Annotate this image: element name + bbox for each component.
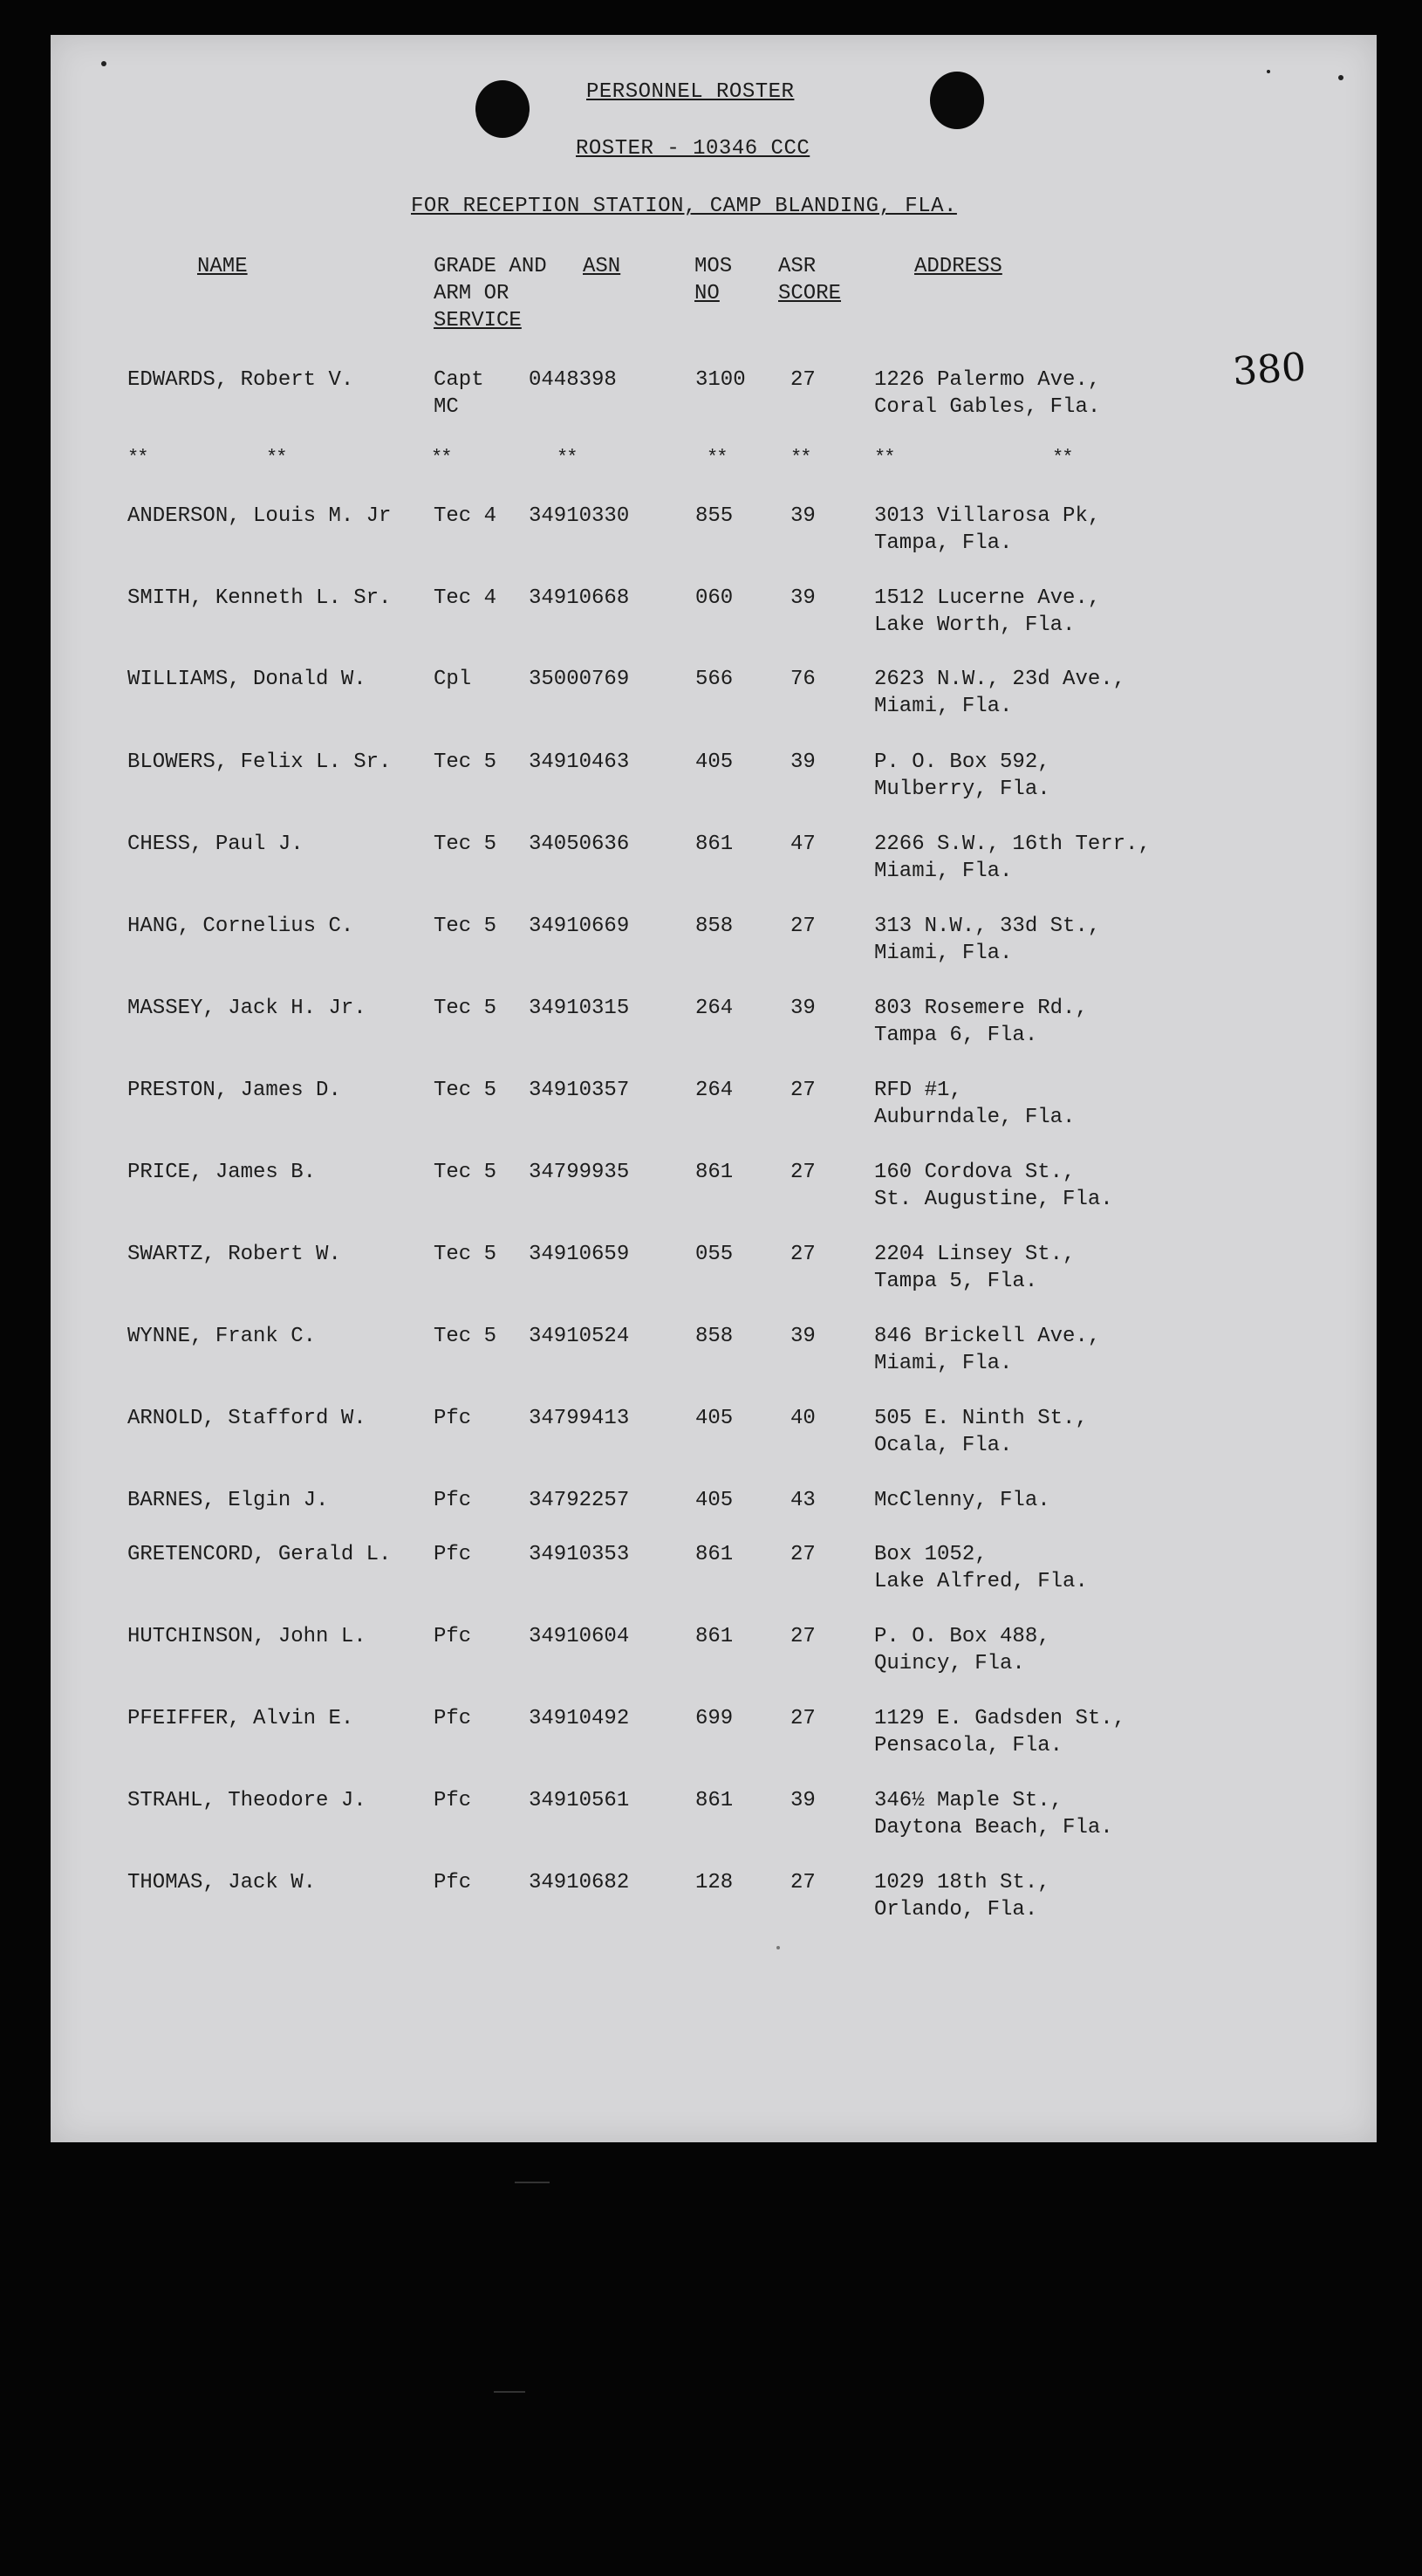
cell-asn: 34910330 (529, 504, 630, 528)
cell-mos: 405 (695, 1407, 734, 1430)
cell-grade: Tec 5 (434, 1243, 497, 1266)
cell-address-line2: Lake Worth, Fla. (874, 613, 1076, 637)
cell-name: HANG, Cornelius C. (127, 915, 354, 938)
cell-grade: Pfc (434, 1543, 472, 1566)
cell-grade: Tec 5 (434, 997, 497, 1020)
cell-name: SWARTZ, Robert W. (127, 1243, 341, 1266)
cell-name: HUTCHINSON, John L. (127, 1625, 366, 1648)
cell-address-line2: Mulberry, Fla. (874, 778, 1050, 801)
cell-address-line2: Lake Alfred, Fla. (874, 1570, 1088, 1593)
separator-mark: ** (874, 447, 894, 469)
cell-name: GRETENCORD, Gerald L. (127, 1543, 392, 1566)
cell-grade: Tec 4 (434, 586, 497, 610)
cell-mos: 055 (695, 1243, 734, 1266)
cell-grade: Pfc (434, 1489, 472, 1512)
separator-mark: ** (790, 447, 810, 469)
cell-mos: 858 (695, 915, 734, 938)
cell-asn: 34910561 (529, 1789, 630, 1812)
cell-address-line1: 846 Brickell Ave., (874, 1325, 1101, 1348)
cell-asr: 39 (790, 997, 816, 1020)
cell-asr: 27 (790, 915, 816, 938)
cell-address-line2: Coral Gables, Fla. (874, 395, 1101, 419)
scan-artifact (515, 2182, 550, 2183)
cell-address-line1: 1029 18th St., (874, 1871, 1050, 1894)
cell-asn: 0448398 (529, 368, 617, 392)
cell-name: ARNOLD, Stafford W. (127, 1407, 366, 1430)
column-header-asn: ASN (583, 255, 621, 278)
cell-grade: Tec 5 (434, 1161, 497, 1184)
cell-address-line2: Miami, Fla. (874, 942, 1013, 965)
cell-grade: Tec 5 (434, 1079, 497, 1102)
cell-address-line1: 346½ Maple St., (874, 1789, 1063, 1812)
cell-name: ANDERSON, Louis M. Jr (127, 504, 392, 528)
cell-mos: 405 (695, 750, 734, 774)
cell-asr: 47 (790, 832, 816, 856)
cell-address-line2: Miami, Fla. (874, 695, 1013, 718)
document-subtitle: ROSTER - 10346 CCC (576, 137, 810, 161)
cell-mos: 405 (695, 1489, 734, 1512)
cell-asn: 34799413 (529, 1407, 630, 1430)
cell-address-line1: 3013 Villarosa Pk, (874, 504, 1101, 528)
ink-speck (1338, 75, 1343, 80)
cell-address-line2: Tampa 6, Fla. (874, 1024, 1038, 1047)
cell-address-line1: 160 Cordova St., (874, 1161, 1076, 1184)
cell-asn: 34910492 (529, 1707, 630, 1730)
separator-mark: ** (707, 447, 727, 469)
cell-asn: 34910524 (529, 1325, 630, 1348)
cell-address-line1: 2266 S.W., 16th Terr., (874, 832, 1151, 856)
cell-mos: 3100 (695, 368, 746, 392)
cell-asr: 27 (790, 1543, 816, 1566)
cell-address-line1: 2204 Linsey St., (874, 1243, 1076, 1266)
cell-mos: 566 (695, 668, 734, 691)
cell-asr: 27 (790, 1871, 816, 1894)
column-header-name: NAME (197, 255, 248, 278)
cell-name: PRICE, James B. (127, 1161, 317, 1184)
cell-asr: 27 (790, 1161, 816, 1184)
cell-grade: Tec 5 (434, 832, 497, 856)
cell-mos: 060 (695, 586, 734, 610)
cell-address-line2: Orlando, Fla. (874, 1898, 1038, 1922)
cell-name: STRAHL, Theodore J. (127, 1789, 366, 1812)
cell-grade: Tec 5 (434, 915, 497, 938)
cell-name: MASSEY, Jack H. Jr. (127, 997, 366, 1020)
cell-address-line1: P. O. Box 488, (874, 1625, 1050, 1648)
cell-asr: 27 (790, 1079, 816, 1102)
cell-asn: 34910669 (529, 915, 630, 938)
cell-grade: Capt (434, 368, 484, 392)
separator-mark: ** (431, 447, 451, 469)
cell-name: WILLIAMS, Donald W. (127, 668, 366, 691)
cell-name: BLOWERS, Felix L. Sr. (127, 750, 392, 774)
cell-address-line1: 1129 E. Gadsden St., (874, 1707, 1126, 1730)
cell-grade: Tec 4 (434, 504, 497, 528)
cell-address-line2: Daytona Beach, Fla. (874, 1816, 1113, 1840)
cell-mos: 861 (695, 1543, 734, 1566)
cell-asn: 34910463 (529, 750, 630, 774)
separator-mark: ** (557, 447, 577, 469)
column-header-mos: MOS NO (694, 255, 733, 305)
cell-mos: 128 (695, 1871, 734, 1894)
cell-grade: Cpl (434, 668, 472, 691)
cell-mos: 861 (695, 1161, 734, 1184)
cell-asn: 35000769 (529, 668, 630, 691)
cell-mos: 861 (695, 1625, 734, 1648)
cell-asr: 27 (790, 1243, 816, 1266)
cell-grade: Pfc (434, 1407, 472, 1430)
cell-grade-line2: MC (434, 395, 459, 419)
cell-asn: 34910659 (529, 1243, 630, 1266)
column-header-address: ADDRESS (914, 255, 1002, 278)
cell-asr: 40 (790, 1407, 816, 1430)
binder-hole-right (930, 72, 984, 129)
cell-address-line2: Ocala, Fla. (874, 1434, 1013, 1457)
binder-hole-left (475, 80, 530, 138)
cell-asr: 27 (790, 1625, 816, 1648)
cell-asn: 34792257 (529, 1489, 630, 1512)
cell-address-line2: Tampa 5, Fla. (874, 1270, 1038, 1293)
cell-name: WYNNE, Frank C. (127, 1325, 317, 1348)
cell-address-line1: 1512 Lucerne Ave., (874, 586, 1101, 610)
cell-address-line1: McClenny, Fla. (874, 1489, 1050, 1512)
column-header-asr: ASR SCORE (778, 255, 842, 305)
cell-address-line1: RFD #1, (874, 1079, 962, 1102)
separator-mark: ** (127, 447, 147, 469)
cell-grade: Pfc (434, 1707, 472, 1730)
cell-asn: 34050636 (529, 832, 630, 856)
cell-address-line2: Miami, Fla. (874, 860, 1013, 883)
cell-asn: 34910604 (529, 1625, 630, 1648)
cell-name: THOMAS, Jack W. (127, 1871, 317, 1894)
cell-address-line1: 803 Rosemere Rd., (874, 997, 1088, 1020)
cell-asn: 34910682 (529, 1871, 630, 1894)
ink-speck (101, 61, 106, 66)
cell-address-line1: 2623 N.W., 23d Ave., (874, 668, 1126, 691)
cell-asr: 27 (790, 368, 816, 392)
cell-asn: 34910315 (529, 997, 630, 1020)
cell-name: CHESS, Paul J. (127, 832, 304, 856)
cell-asr: 43 (790, 1489, 816, 1512)
station-heading: FOR RECEPTION STATION, CAMP BLANDING, FLA. (411, 195, 957, 218)
cell-address-line2: Pensacola, Fla. (874, 1734, 1063, 1757)
separator-mark: ** (1052, 447, 1072, 469)
cell-asr: 27 (790, 1707, 816, 1730)
cell-mos: 264 (695, 1079, 734, 1102)
cell-grade: Pfc (434, 1789, 472, 1812)
cell-name: EDWARDS, Robert V. (127, 368, 354, 392)
cell-name: BARNES, Elgin J. (127, 1489, 329, 1512)
cell-mos: 858 (695, 1325, 734, 1348)
cell-address-line2: Tampa, Fla. (874, 531, 1013, 555)
cell-mos: 699 (695, 1707, 734, 1730)
cell-asr: 39 (790, 586, 816, 610)
cell-grade: Pfc (434, 1871, 472, 1894)
cell-asn: 34910668 (529, 586, 630, 610)
cell-asn: 34799935 (529, 1161, 630, 1184)
cell-asr: 39 (790, 1789, 816, 1812)
cell-address-line1: 505 E. Ninth St., (874, 1407, 1088, 1430)
cell-grade: Tec 5 (434, 1325, 497, 1348)
cell-mos: 861 (695, 1789, 734, 1812)
cell-mos: 861 (695, 832, 734, 856)
cell-address-line1: Box 1052, (874, 1543, 988, 1566)
scan-artifact (494, 2391, 525, 2393)
cell-mos: 264 (695, 997, 734, 1020)
cell-address-line2: St. Augustine, Fla. (874, 1188, 1113, 1211)
cell-name: SMITH, Kenneth L. Sr. (127, 586, 392, 610)
cell-asr: 39 (790, 504, 816, 528)
cell-mos: 855 (695, 504, 734, 528)
cell-name: PFEIFFER, Alvin E. (127, 1707, 354, 1730)
cell-address-line1: 1226 Palermo Ave., (874, 368, 1101, 392)
cell-asn: 34910353 (529, 1543, 630, 1566)
cell-asr: 76 (790, 668, 816, 691)
cell-address-line2: Auburndale, Fla. (874, 1106, 1076, 1129)
cell-address-line1: 313 N.W., 33d St., (874, 915, 1101, 938)
column-header-grade: GRADE AND ARM OR SERVICE (434, 255, 547, 332)
cell-grade: Pfc (434, 1625, 472, 1648)
ink-speck (1267, 70, 1270, 73)
document-title: PERSONNEL ROSTER (586, 80, 795, 104)
cell-address-line2: Quincy, Fla. (874, 1652, 1025, 1675)
cell-address-line1: P. O. Box 592, (874, 750, 1050, 774)
page-number: 380 (1231, 345, 1308, 394)
separator-mark: ** (266, 447, 286, 469)
cell-name: PRESTON, James D. (127, 1079, 341, 1102)
cell-address-line2: Miami, Fla. (874, 1352, 1013, 1375)
cell-asr: 39 (790, 750, 816, 774)
cell-asr: 39 (790, 1325, 816, 1348)
ink-speck (776, 1946, 780, 1949)
cell-asn: 34910357 (529, 1079, 630, 1102)
cell-grade: Tec 5 (434, 750, 497, 774)
